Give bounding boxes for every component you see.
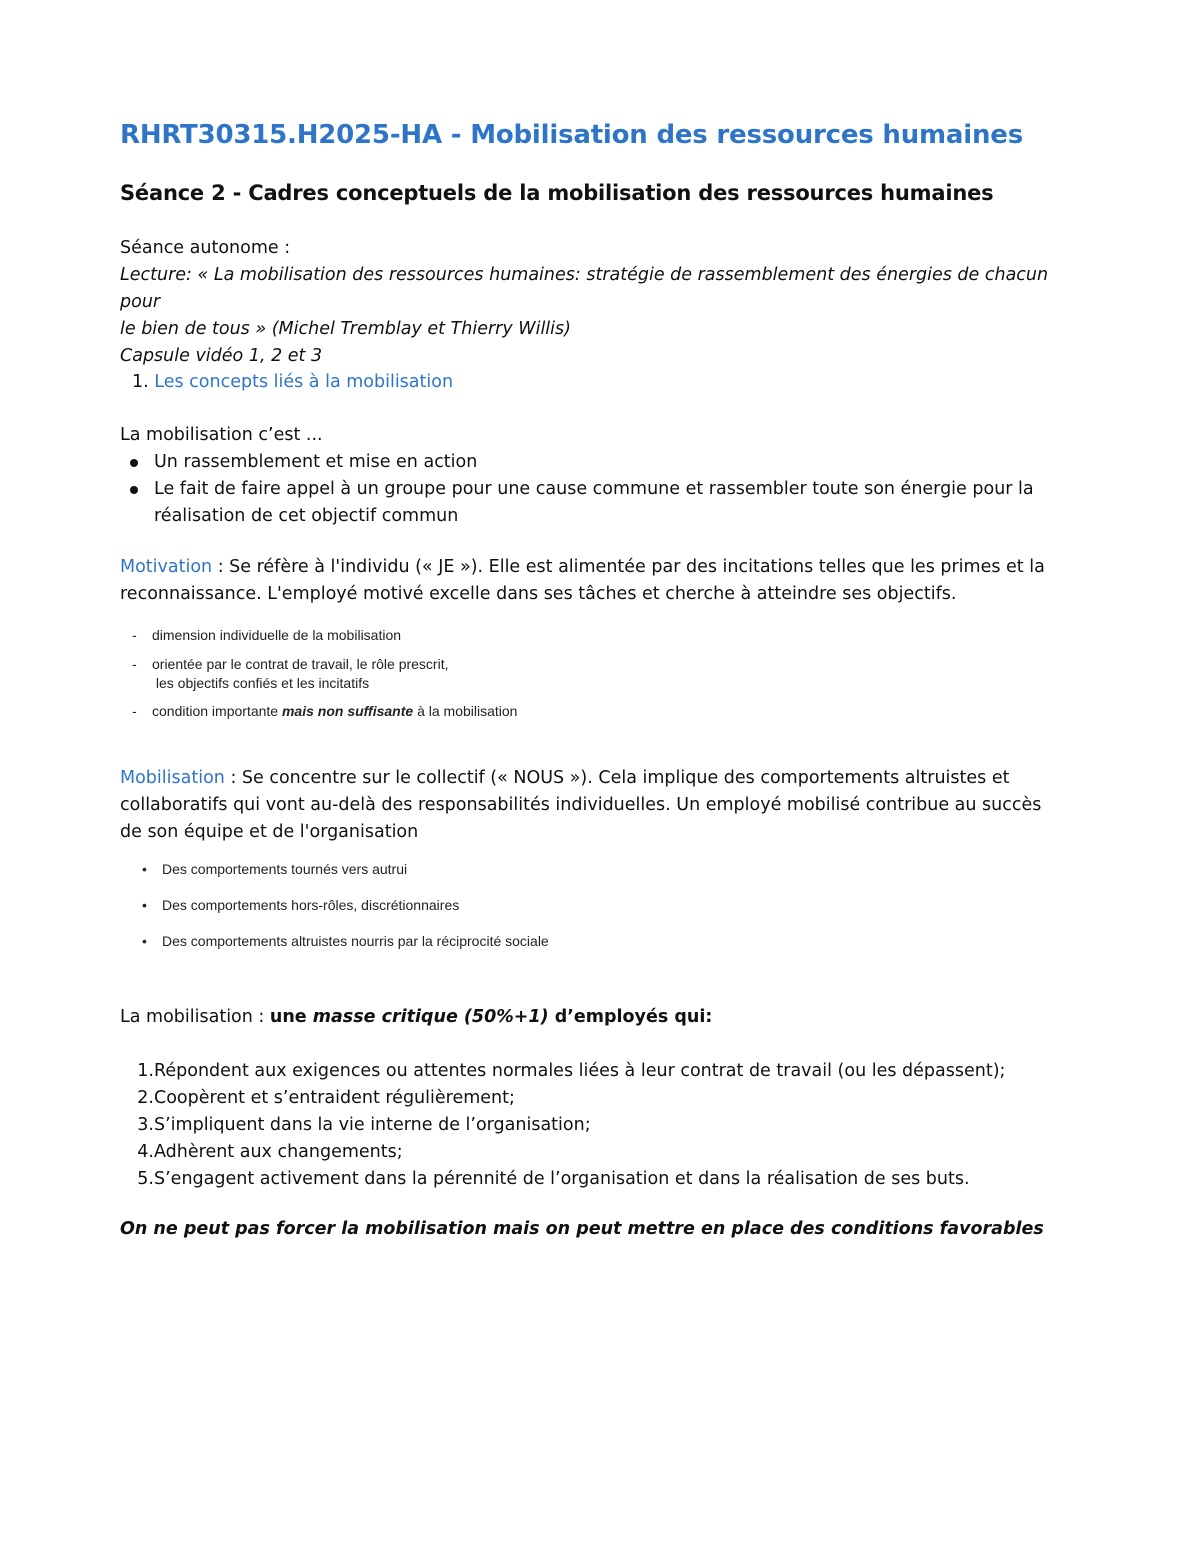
list-item: - orientée par le contrat de travail, le rôle prescrit, les objectifs confiés et les incitatifs <box>120 655 1080 693</box>
list-item: • Des comportements tournés vers autrui <box>120 860 1080 879</box>
reading-line-2: le bien de tous » (Michel Tremblay et Thierry Willis) <box>120 319 571 339</box>
list-item: - condition importante mais non suffisante à la mobilisation <box>120 702 1080 721</box>
list-item: • Des comportements altruistes nourris par la réciprocité sociale <box>120 932 1080 951</box>
mobilisation-text-2: collaboratifs qui vont au-delà des responsabilités individuelles. Un employé mobilisé contribue au succès <box>120 795 1042 815</box>
definition-intro: La mobilisation c’est ... <box>120 425 323 445</box>
list-item: 4. Adhèrent aux changements; <box>137 1142 403 1162</box>
motivation-bullets <box>120 626 1080 721</box>
list-item: Un rassemblement et mise en action <box>120 449 1080 476</box>
mobilisation-term: Mobilisation <box>120 768 225 788</box>
list-item: Le fait de faire appel à un groupe pour une cause commune et rassembler toute son énergie pour la réalisation de cet objectif commun <box>120 476 1080 530</box>
list-item: 1. Répondent aux exigences ou attentes normales liées à leur contrat de travail (ou les dépassent); <box>137 1061 1006 1081</box>
definition-block <box>120 422 1080 530</box>
reading-line-1: Lecture: « La mobilisation des ressources humaines: stratégie de rassemblement des énergies de chacun pour <box>120 265 1049 312</box>
definition-list <box>120 449 1080 530</box>
conclusion: On ne peut pas forcer la mobilisation mais on peut mettre en place des conditions favorables <box>120 1219 1044 1239</box>
motivation-text-1: : Se réfère à l'individu (« JE »). Elle est alimentée par des incitations telles que les primes et la <box>212 557 1045 577</box>
session-title: Séance 2 - Cadres conceptuels de la mobilisation des ressources humaines <box>120 181 994 205</box>
motivation-text-2: reconnaissance. L'employé motivé excelle dans ses tâches et cherche à atteindre ses objectifs. <box>120 584 957 604</box>
section-number: 1. <box>132 372 149 392</box>
list-item: - dimension individuelle de la mobilisation <box>120 626 1080 645</box>
mobilisation-paragraph <box>120 765 1080 846</box>
list-item: 3. S’impliquent dans la vie interne de l’organisation; <box>137 1115 591 1135</box>
mobilisation-bullets <box>120 860 1080 951</box>
critical-mass-heading: La mobilisation : une masse critique (50%+1) d’employés qui: <box>120 1007 713 1027</box>
critical-mass-list <box>118 1058 1078 1193</box>
list-item: • Des comportements hors-rôles, discrétionnaires <box>120 896 1080 915</box>
section-title: Les concepts liés à la mobilisation <box>154 372 454 392</box>
mobilisation-text-3: de son équipe et de l'organisation <box>120 822 419 842</box>
autonomous-session <box>120 235 1080 370</box>
mobilisation-text-1: : Se concentre sur le collectif (« NOUS »). Cela implique des comportements altruistes et <box>224 768 1010 788</box>
list-item: 5. S’engagent activement dans la pérennité de l’organisation et dans la réalisation de ses buts. <box>137 1169 970 1189</box>
document-title: RHRT30315.H2025-HA - Mobilisation des ressources humaines <box>120 120 1023 150</box>
motivation-paragraph <box>120 554 1080 608</box>
section-heading-1 <box>132 369 1092 396</box>
video-capsules: Capsule vidéo 1, 2 et 3 <box>120 346 323 366</box>
motivation-term: Motivation <box>120 557 213 577</box>
list-item: 2. Coopèrent et s’entraident régulièrement; <box>137 1088 515 1108</box>
autonomous-label: Séance autonome : <box>120 238 291 258</box>
